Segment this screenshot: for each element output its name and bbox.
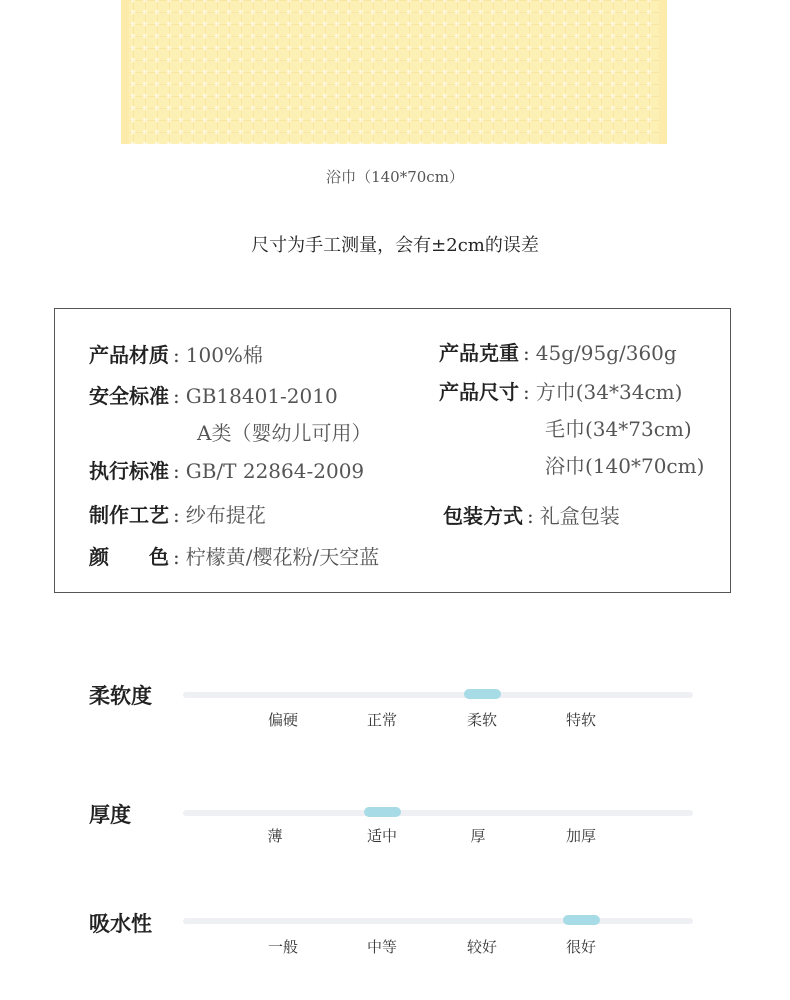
spec-color (89, 543, 379, 571)
spec-craft (89, 501, 266, 529)
spec-weight (439, 339, 677, 367)
spec-value: 方巾(34*34cm) (535, 380, 683, 404)
spec-value: GB18401-2010 (185, 384, 338, 408)
spec-label: 产品材质 (89, 343, 169, 367)
towel-image (121, 0, 667, 144)
spec-label: 安全标准 (89, 384, 169, 408)
spec-sep: : (173, 459, 180, 483)
thickness-track (183, 810, 693, 816)
spec-value: 柠檬黄/樱花粉/天空蓝 (185, 545, 380, 569)
spec-value: 纱布提花 (185, 503, 266, 527)
thickness-title: 厚度 (89, 802, 131, 827)
spec-sep: : (173, 343, 180, 367)
softness-marker (464, 689, 501, 699)
softness-option: 柔软 (466, 711, 497, 729)
spec-size-value: 毛巾(34*73cm) (545, 417, 692, 441)
spec-value: 45g/95g/360g (535, 341, 677, 365)
absorbency-option: 较好 (466, 938, 497, 956)
spec-size-value: 浴巾(140*70cm) (545, 454, 705, 478)
thickness-option: 加厚 (565, 827, 596, 845)
spec-sep: : (527, 504, 534, 528)
absorbency-track (183, 918, 693, 924)
spec-size (439, 378, 682, 406)
absorbency-marker (563, 915, 600, 925)
spec-sep: : (173, 545, 180, 569)
image-caption: 浴巾（140*70cm） (326, 168, 464, 186)
spec-sep: : (523, 341, 530, 365)
spec-label: 制作工艺 (89, 503, 169, 527)
spec-label: 产品克重 (439, 341, 519, 365)
thickness-option: 适中 (366, 827, 397, 845)
softness-track (183, 692, 693, 698)
spec-label: 包装方式 (443, 504, 523, 528)
spec-safety-value2: A类（婴幼儿可用） (197, 421, 372, 445)
spec-label: 产品尺寸 (439, 380, 519, 404)
softness-option: 正常 (366, 711, 397, 729)
absorbency-option: 一般 (267, 938, 298, 956)
absorbency-title: 吸水性 (89, 911, 152, 936)
spec-sep: : (173, 503, 180, 527)
softness-option: 偏硬 (267, 711, 298, 729)
thickness-option: 厚 (470, 827, 486, 845)
spec-packaging (443, 502, 620, 530)
spec-value: 礼盒包装 (539, 504, 620, 528)
spec-value: GB/T 22864-2009 (185, 459, 365, 483)
absorbency-option: 很好 (565, 938, 596, 956)
measurement-note: 尺寸为手工测量，会有±2cm的误差 (251, 235, 539, 256)
thickness-marker (364, 807, 401, 817)
softness-option: 特软 (565, 711, 596, 729)
spec-value: 100%棉 (185, 343, 263, 367)
spec-sep: : (523, 380, 530, 404)
spec-table (54, 308, 731, 593)
softness-title: 柔软度 (89, 683, 152, 708)
thickness-option: 薄 (267, 827, 283, 845)
absorbency-option: 中等 (366, 938, 397, 956)
spec-standard (89, 457, 364, 485)
spec-safety (89, 382, 338, 410)
spec-label: 颜 色 (89, 545, 169, 569)
spec-label: 执行标准 (89, 459, 169, 483)
spec-sep: : (173, 384, 180, 408)
spec-material (89, 341, 263, 369)
